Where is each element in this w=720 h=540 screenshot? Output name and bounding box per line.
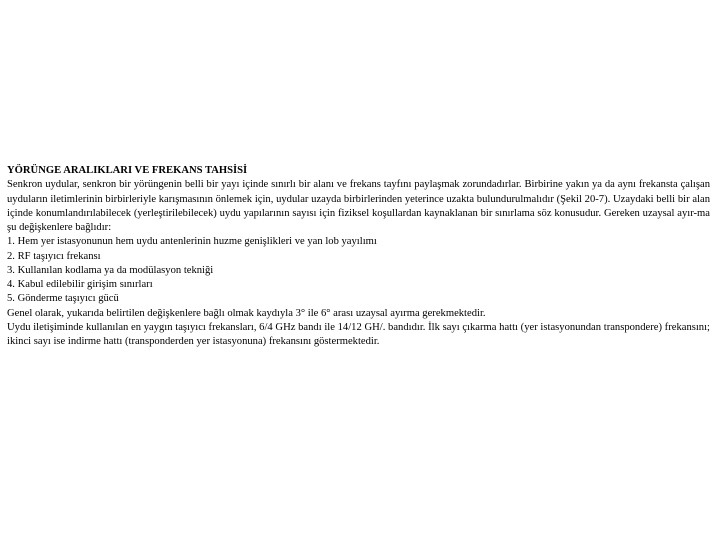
section-title: YÖRÜNGE ARALIKLARI VE FREKANS TAHSİSİ (7, 165, 248, 176)
intro-paragraph: Senkron uydular, senkron bir yörüngenin belli bir yayı içinde sınırlı bir alanı ve frekans tayfını paylaşmak zorundadırlar. Birbirine yakın ya da aynı frekansta çalışan uyduların iletimlerinin birbirleriyle karışmasının önlemek için, uydular uzayda birbirlerinden yeterince uzakta bulundurulmalıdır (Şekil 20-7). Uzaydaki belli bir alan içinde konumlandırılabilecek (yerleştirilebilecek) uydu yapılarının sayısı için fiziksel koşullardan kaynaklanan bir sınırlama söz konusudur. Gereken uzaysal ayır-ma şu değişkenlere bağlıdır: (7, 179, 710, 233)
frequency-paragraph: Uydu iletişiminde kullanılan en yaygın taşıyıcı frekansları, 6/4 GHz bandı ile 14/12 GH/. bandıdır. İlk sayı çıkarma hattı (yer istasyonundan transpondere) frekansını; ikinci sayı ise indirme hattı (transponderden yer istasyonuna) frekansını göstermektedir. (7, 321, 710, 347)
list-item-3: 3. Kullanılan kodlama ya da modülasyon tekniği (7, 264, 214, 276)
general-paragraph: Genel olarak, yukarıda belirtilen değişkenlere bağlı olmak kaydıyla 3° ile 6° arası uzaysal ayırma gerekmektedir. (7, 307, 486, 319)
list-item-4: 4. Kabul edilebilir girişim sınırları (7, 279, 153, 290)
list-item-2: 2. RF taşıyıcı frekansı (7, 250, 101, 262)
list-item-5: 5. Gönderme taşıyıcı gücü (7, 293, 119, 305)
document-body (7, 164, 710, 349)
list-item-1: 1. Hem yer istasyonunun hem uydu antenlerinin huzme genişlikleri ve yan lob yayılımı (7, 236, 377, 248)
